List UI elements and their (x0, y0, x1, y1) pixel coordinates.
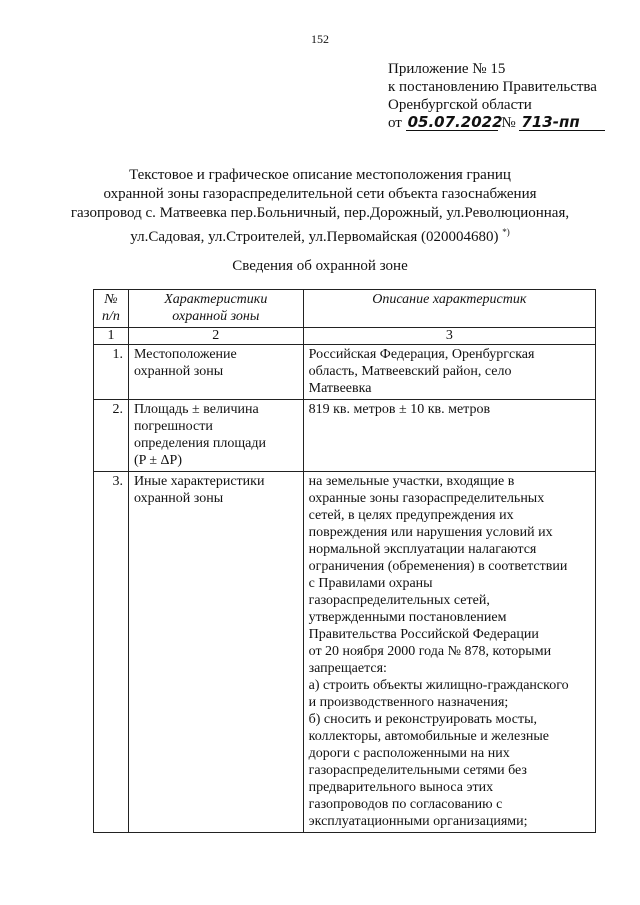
section-subtitle: Сведения об охранной зоне (232, 258, 408, 274)
table-index-row (94, 328, 596, 345)
title-line: газопровод с. Матвеевка пер.Больничный, пер.Дорожный, ул.Революционная, (70, 205, 570, 221)
row-characteristic: Площадь ± величина погрешности определения площади (P ± ΔP) (128, 400, 303, 472)
table-row (94, 400, 596, 472)
zone-info-table (93, 289, 596, 833)
header-num: № п/п (94, 290, 129, 328)
index-cell: 2 (128, 328, 303, 345)
row-description: 819 кв. метров ± 10 кв. метров (303, 400, 595, 472)
row-characteristic: Иные характеристики охранной зоны (128, 472, 303, 833)
appendix-resolution: к постановлению Правительства (388, 79, 597, 95)
index-cell: 1 (94, 328, 129, 345)
appendix-region: Оренбургской области (388, 97, 532, 113)
row-number: 3. (94, 472, 129, 833)
appendix-number: Приложение № 15 (388, 61, 506, 77)
title-line: Текстовое и графическое описание местоположения границ (129, 167, 511, 183)
row-description: Российская Федерация, Оренбургская область, Матвеевский район, село Матвеевка (303, 345, 595, 400)
index-cell: 3 (303, 328, 595, 345)
header-description: Описание характеристик (303, 290, 595, 328)
handwritten-date: 05.07.2022 (407, 113, 503, 131)
row-description: на земельные участки, входящие в охранные зоны газораспределительных сетей, в целях предупреждения их повреждения или нарушения условий их нормальной эксплуатации налагаются ограничения (обременения) в соответствии с Правилами охраны газораспределительных сетей, утвержденными постановлением Правительства Российской Федерации от 20 ноября 2000 года № 878, которыми запрещается: а) строить объекты жилищно-гражданского и производственного назначения; б) сносить и реконструировать мосты, коллекторы, автомобильные и железные дороги с расположенными на них газораспределительными сетями без предварительного выноса этих газопроводов по согласованию с эксплуатационными организациями; (303, 472, 595, 833)
row-characteristic: Местоположение охранной зоны (128, 345, 303, 400)
page-number: 152 (311, 32, 329, 46)
table-row (94, 472, 596, 833)
number-label: № (501, 115, 516, 131)
appendix-block (388, 60, 605, 132)
row-number: 1. (94, 345, 129, 400)
row-number: 2. (94, 400, 129, 472)
document-title (0, 166, 640, 247)
handwritten-number: 713-пп (519, 114, 605, 131)
title-line-text: ул.Садовая, ул.Строителей, ул.Первомайская (020004680) (130, 229, 499, 245)
table-row (94, 345, 596, 400)
appendix-date-line (388, 114, 605, 132)
table-header-row (94, 290, 596, 328)
title-line: охранной зоны газораспределительной сети объекта газоснабжения (103, 186, 537, 202)
from-label: от (388, 115, 402, 131)
header-characteristic: Характеристики охранной зоны (128, 290, 303, 328)
footnote-mark: *) (502, 227, 510, 237)
title-line (0, 223, 640, 247)
